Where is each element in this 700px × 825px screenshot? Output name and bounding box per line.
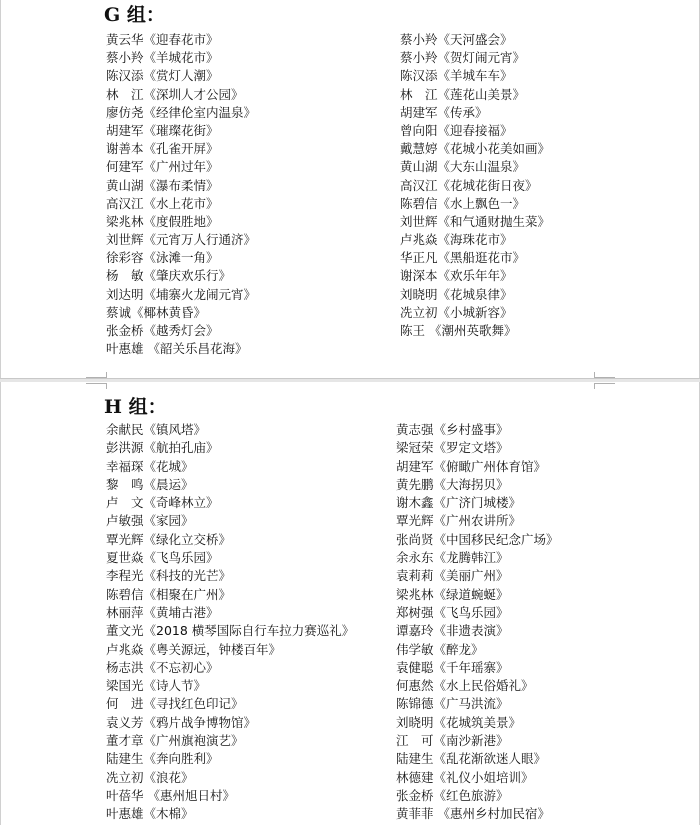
entry-item: 蔡诚《椰林黄昏》 <box>106 304 207 320</box>
entry-item: 胡建军《璀璨花街》 <box>106 122 219 138</box>
entry-item: 杨志洪《不忘初心》 <box>106 659 219 675</box>
entry-item: 陈汉添《赏灯人潮》 <box>106 68 219 84</box>
entry-item: 郑树强《飞鸟乐园》 <box>396 604 509 620</box>
entry-item: 梁兆林《度假胜地》 <box>106 213 219 229</box>
entry-item: 袁健聪《千年瑶寨》 <box>396 659 509 675</box>
crop-mark-top-right <box>594 372 615 378</box>
entry-item: 蔡小羚《羊城花市》 <box>106 50 219 66</box>
entry-item: 刘世辉《元宵万人行通济》 <box>106 232 257 248</box>
entry-item: 覃光辉《绿化立交桥》 <box>106 531 232 547</box>
entry-item: 黄菲菲 《惠州乡村加民宿》 <box>396 806 550 822</box>
entry-item: 董文光《2018 横琴国际自行车拉力赛巡礼》 <box>106 623 355 639</box>
entry-item: 黄山湖《瀑布柔情》 <box>106 177 219 193</box>
entry-item: 覃光辉《广州农讲所》 <box>396 513 522 529</box>
entry-item: 刘晓明《花城筑美景》 <box>396 714 522 730</box>
entry-item: 陆建生《乱花渐欲迷人眼》 <box>396 751 547 767</box>
entry-item: 卢兆焱《粤关源远，钟楼百年》 <box>106 641 282 657</box>
entry-item: 卢敏强《家园》 <box>106 513 194 529</box>
entry-item: 冼立初《小城新容》 <box>400 304 513 320</box>
entry-item: 徐彩容《泳滩一角》 <box>106 250 219 266</box>
group-h-title: H 组： <box>104 396 167 418</box>
entry-item: 陈碧信《相聚在广州》 <box>106 586 232 602</box>
entry-item: 黄山湖《大东山温泉》 <box>400 159 526 175</box>
entry-item: 梁国光《诗人节》 <box>106 678 207 694</box>
entry-item: 董才章《广州旗袍演艺》 <box>106 733 244 749</box>
entry-item: 陈碧信《水上飘色一》 <box>400 195 526 211</box>
entry-item: 袁义芳《鸦片战争博物馆》 <box>106 714 257 730</box>
entry-item: 叶惠雄 《韶关乐昌花海》 <box>106 341 248 357</box>
entry-item: 伟学敏《醉龙》 <box>396 641 484 657</box>
entry-item: 华正凡《黑船逛花市》 <box>400 250 526 266</box>
entry-item: 林德建《礼仪小姐培训》 <box>396 769 534 785</box>
entry-item: 蔡小羚《天河盛会》 <box>400 32 513 47</box>
entry-item: 叶惠雄《木棉》 <box>106 806 194 822</box>
entry-item: 李程光《科技的光芒》 <box>106 568 232 584</box>
entry-item: 张金桥《越秀灯会》 <box>106 323 219 338</box>
entry-item: 杨 敏《肇庆欢乐行》 <box>106 268 232 284</box>
group-h-right-list <box>396 421 559 824</box>
entry-item: 黄志强《乡村盛事》 <box>396 422 509 437</box>
entry-item: 卢 文《奇峰林立》 <box>106 495 219 511</box>
group-g-right-list <box>400 31 550 340</box>
entry-item: 余献民《镇风塔》 <box>106 422 207 437</box>
group-g-title: G 组： <box>104 4 165 26</box>
entry-item: 何 进《寻找红色印记》 <box>106 696 244 712</box>
entry-item: 谢善本《孔雀开屏》 <box>106 141 219 157</box>
entry-item: 梁冠荣《罗定文塔》 <box>396 440 509 456</box>
entry-item: 幸福琛《花城》 <box>106 458 194 474</box>
entry-item: 夏世焱《飞鸟乐园》 <box>106 550 219 566</box>
entry-item: 谭嘉玲《非遗表演》 <box>396 623 509 639</box>
entry-item: 高汉江《水上花市》 <box>106 195 219 211</box>
entry-item: 胡建军《传承》 <box>400 104 488 120</box>
entry-item: 戴慧婷《花城小花美如画》 <box>400 141 551 157</box>
entry-item: 谢深本《欢乐年年》 <box>400 268 513 284</box>
group-g-left-list <box>106 31 256 358</box>
entry-item: 刘达明《埔寨火龙闹元宵》 <box>106 286 257 302</box>
entry-item: 林丽萍《黄埔古港》 <box>106 604 219 620</box>
entry-item: 彭洪源《航拍孔庙》 <box>106 440 219 456</box>
group-h-left-list <box>106 421 354 824</box>
entry-item: 何建军《广州过年》 <box>106 159 219 175</box>
entry-item: 卢兆焱《海珠花市》 <box>400 232 513 248</box>
entry-item: 张尚贤《中国移民纪念广场》 <box>396 531 559 547</box>
entry-item: 陆建生《奔向胜利》 <box>106 751 219 767</box>
entry-item: 陈王 《潮州英歌舞》 <box>400 323 517 338</box>
group-g-section <box>0 0 700 378</box>
entry-item: 张金桥《红色旅游》 <box>396 787 509 803</box>
entry-item: 黄先鹏《大海拐贝》 <box>396 476 509 492</box>
group-h-section <box>0 382 700 825</box>
entry-item: 谢木鑫《广济门城楼》 <box>396 495 522 511</box>
entry-item: 袁莉莉《美丽广州》 <box>396 568 509 584</box>
entry-item: 江 可《南沙新港》 <box>396 733 509 749</box>
entry-item: 廖仿尧《经律伦室内温泉》 <box>106 104 257 120</box>
entry-item: 梁兆林《绿道蜿蜒》 <box>396 586 509 602</box>
entry-item: 曾向阳《迎春接福》 <box>400 122 513 138</box>
entry-item: 蔡小羚《贺灯闹元宵》 <box>400 50 526 66</box>
entry-item: 何惠然《水上民俗婚礼》 <box>396 678 534 694</box>
entry-item: 黎 鸣《晨运》 <box>106 476 194 492</box>
entry-item: 刘世辉《和气通财抛生菜》 <box>400 213 551 229</box>
entry-item: 陈汉添《羊城车车》 <box>400 68 513 84</box>
entry-item: 黄云华《迎春花市》 <box>106 32 219 47</box>
entry-item: 陈锦德《广马洪流》 <box>396 696 509 712</box>
crop-mark-top-left <box>86 372 107 378</box>
entry-item: 冼立初《浪花》 <box>106 769 194 785</box>
entry-item: 林 江《莲花山美景》 <box>400 86 526 102</box>
entry-item: 胡建军《俯瞰广州体育馆》 <box>396 458 547 474</box>
entry-item: 余永东《龙腾韩江》 <box>396 550 509 566</box>
entry-item: 高汉江《花城花街日夜》 <box>400 177 538 193</box>
entry-item: 叶蓓华 《惠州旭日村》 <box>106 787 235 803</box>
entry-item: 刘晓明《花城泉律》 <box>400 286 513 302</box>
entry-item: 林 江《深圳人才公园》 <box>106 86 244 102</box>
